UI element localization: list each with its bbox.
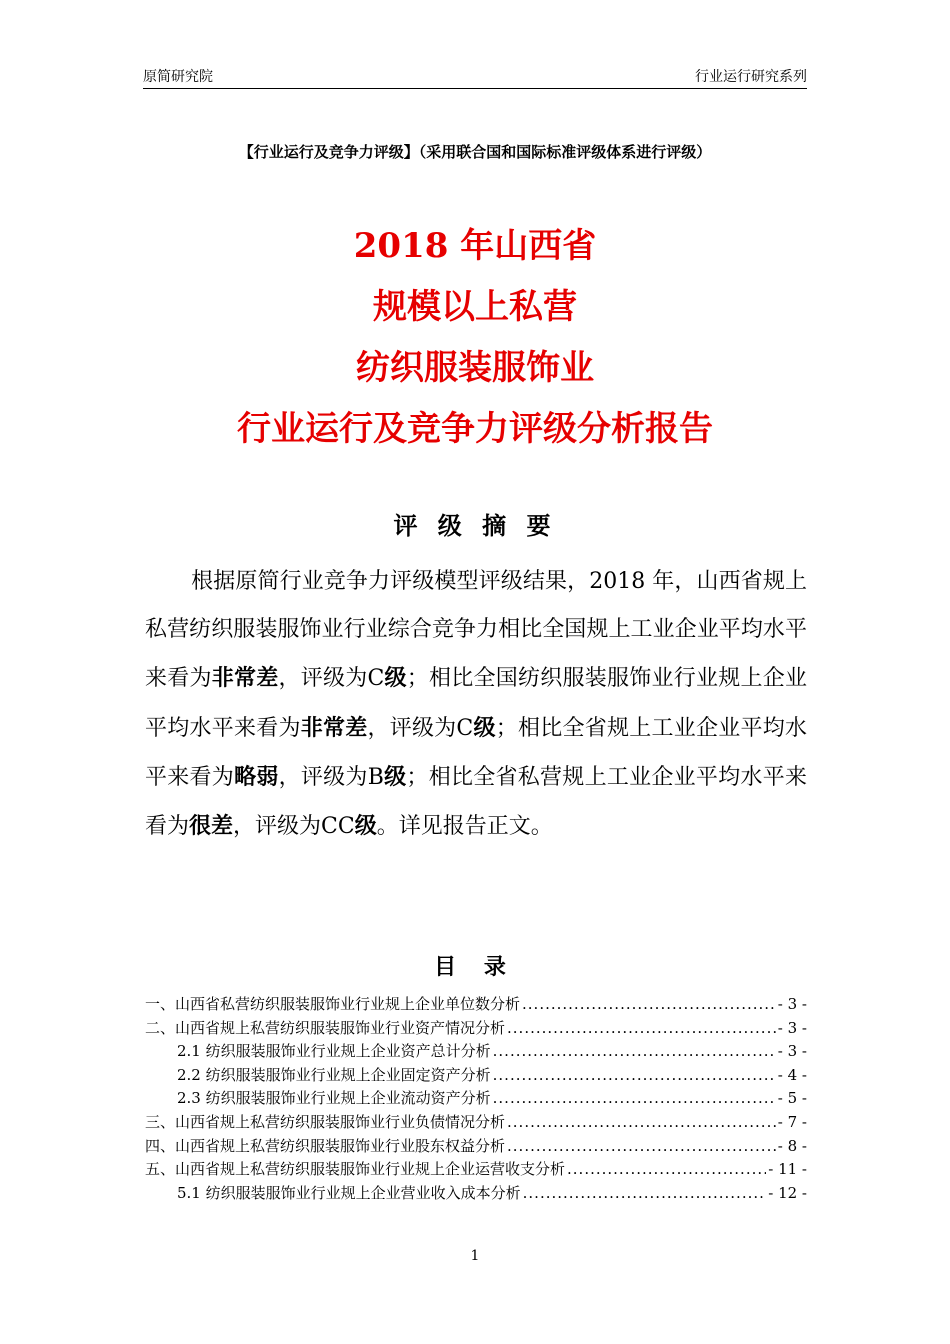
toc-entry-title: 2.3 纺织服装服饰业行业规上企业流动资产分析 (177, 1089, 491, 1108)
summary-rating-word: 很差 (189, 813, 234, 840)
summary-text: ，评级为B (278, 764, 384, 790)
header-divider (143, 88, 807, 89)
toc-subentry[interactable] (145, 1040, 807, 1064)
summary-paragraph (145, 558, 807, 851)
summary-text: ；相比全国纺织服装服饰业行业规上企业平均水平来看为 (145, 666, 807, 741)
toc-entry-title: 2.1 纺织服装服饰业行业规上企业资产总计分析 (177, 1042, 491, 1061)
report-title (0, 216, 950, 460)
toc-entry-page: - 4 - (777, 1065, 807, 1084)
title-line-4: 行业运行及竞争力评级分析报告 (237, 409, 713, 449)
summary-heading: 评 级 摘 要 (393, 511, 557, 540)
toc-entry-title: 三、山西省规上私营纺织服装服饰业行业负债情况分析 (145, 1112, 506, 1131)
toc-leader (522, 993, 776, 1017)
title-line-3: 纺织服装服饰业 (356, 348, 594, 388)
toc-entry[interactable] (145, 993, 807, 1017)
toc-subentry[interactable] (145, 1182, 807, 1206)
table-of-contents (145, 993, 807, 1205)
summary-text: 根据原简行业竞争力评级模型评级结果，2018 年，山西省规上私营纺织服装服饰业行业综合竞争力相比全国规上工业企业平均水平来看为 (145, 569, 807, 692)
title-line-2: 规模以上私营 (373, 287, 577, 327)
toc-leader (523, 1182, 767, 1206)
toc-entry-title: 2.2 纺织服装服饰业行业规上企业固定资产分析 (177, 1065, 491, 1084)
page-number: 1 (470, 1248, 480, 1264)
header-series-name: 行业运行研究系列 (695, 69, 807, 85)
toc-entry-page: - 3 - (777, 995, 807, 1013)
toc-entry-title: 5.1 纺织服装服饰业行业规上企业营业收入成本分析 (177, 1183, 521, 1202)
toc-leader (493, 1087, 776, 1111)
toc-entry-title: 五、山西省规上私营纺织服装服饰业行业规上企业运营收支分析 (145, 1160, 566, 1179)
summary-text: ；相比全省规上工业企业平均水平来看为 (145, 715, 807, 790)
summary-grade: 级 (473, 714, 496, 741)
summary-text: 。详见报告正文。 (376, 814, 553, 840)
toc-leader (507, 1017, 776, 1041)
toc-entry[interactable] (145, 1135, 807, 1159)
summary-rating-word: 非常差 (300, 714, 368, 741)
toc-entry-page: - 3 - (777, 1042, 807, 1061)
toc-leader (507, 1111, 776, 1135)
summary-text: ；相比全省私营规上工业企业平均水平来看为 (145, 764, 807, 840)
toc-entry-title: 一、山西省私营纺织服装服饰业行业规上企业单位数分析 (145, 995, 521, 1013)
toc-leader (493, 1040, 776, 1064)
toc-entry-title: 四、山西省规上私营纺织服装服饰业行业股东权益分析 (145, 1136, 506, 1155)
title-line-1: 2018 年山西省 (353, 226, 597, 266)
summary-text: ，评级为C (367, 715, 474, 741)
toc-entry[interactable] (145, 1158, 807, 1182)
toc-subentry[interactable] (145, 1064, 807, 1088)
summary-text: ，评级为C (278, 666, 385, 692)
toc-entry-page: - 8 - (777, 1136, 807, 1155)
toc-entry-page: - 3 - (777, 1018, 807, 1037)
summary-grade: 级 (384, 665, 407, 692)
toc-entry-page: - 5 - (777, 1089, 807, 1108)
toc-heading: 目 录 (434, 954, 516, 980)
toc-subentry[interactable] (145, 1087, 807, 1111)
summary-rating-word: 非常差 (211, 665, 279, 692)
report-tagline: 【行业运行及竞争力评级】（采用联合国和国际标准评级体系进行评级） (238, 143, 712, 161)
summary-text: ，评级为CC (233, 814, 355, 840)
summary-grade: 级 (354, 813, 377, 840)
summary-grade: 级 (383, 763, 407, 790)
toc-leader (567, 1158, 766, 1182)
header-org-name: 原简研究院 (143, 69, 213, 85)
summary-rating-word: 略弱 (234, 763, 279, 790)
toc-entry-page: - 11 - (768, 1160, 807, 1179)
toc-leader (507, 1135, 776, 1159)
toc-leader (493, 1064, 776, 1088)
toc-entry-title: 二、山西省规上私营纺织服装服饰业行业资产情况分析 (145, 1018, 506, 1037)
toc-entry-page: - 12 - (768, 1183, 807, 1202)
toc-entry-page: - 7 - (777, 1112, 807, 1131)
toc-entry[interactable] (145, 1017, 807, 1041)
toc-entry[interactable] (145, 1111, 807, 1135)
